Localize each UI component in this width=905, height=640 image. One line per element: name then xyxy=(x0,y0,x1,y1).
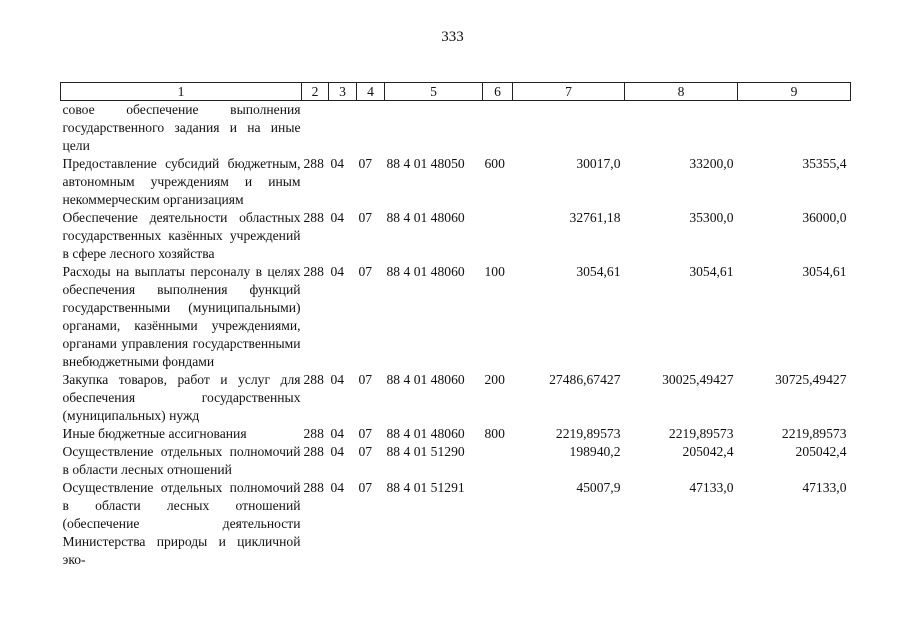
cell-amount-col7: 30017,0 xyxy=(576,156,621,171)
cell-ministry-code: 288 xyxy=(303,426,324,441)
cell-target-article: 88 4 01 48060 xyxy=(386,372,465,387)
row-description: Расходы на выплаты персоналу в целях обеспечения выполнения функций государственными (муниципальными) органами, казёнными учреждениями, органами управления государственными внебюджетными фондами xyxy=(62,264,301,369)
cell-amount-col8: 47133,0 xyxy=(689,480,734,495)
cell-section: 04 xyxy=(330,426,345,441)
cell-expense-type xyxy=(483,101,513,156)
table-row xyxy=(61,155,851,209)
cell-subsection: 07 xyxy=(358,444,373,459)
cell-amount-col8: 30025,49427 xyxy=(662,372,734,387)
cell-amount-col9: 30725,49427 xyxy=(775,372,847,387)
cell-amount-col8: 33200,0 xyxy=(689,156,734,171)
column-header: 9 xyxy=(738,83,851,101)
header-row xyxy=(61,83,851,101)
cell-subsection: 07 xyxy=(358,156,373,171)
cell-section: 04 xyxy=(330,444,345,459)
cell-amount-col9: 47133,0 xyxy=(802,480,847,495)
cell-amount-col8 xyxy=(625,101,738,156)
cell-target-article xyxy=(385,101,483,156)
row-description: Иные бюджетные ассигнования xyxy=(62,426,247,441)
cell-ministry-code xyxy=(302,101,329,156)
cell-amount-col9: 3054,61 xyxy=(802,264,847,279)
table-row xyxy=(61,479,851,569)
column-header: 5 xyxy=(385,83,483,101)
cell-amount-col8: 3054,61 xyxy=(689,264,734,279)
cell-subsection xyxy=(357,101,385,156)
cell-expense-type: 200 xyxy=(484,372,505,387)
column-header: 1 xyxy=(61,83,302,101)
cell-subsection: 07 xyxy=(358,426,373,441)
cell-amount-col8: 35300,0 xyxy=(689,210,734,225)
cell-ministry-code: 288 xyxy=(303,210,324,225)
cell-target-article: 88 4 01 48060 xyxy=(386,210,465,225)
cell-section: 04 xyxy=(330,264,345,279)
table-row xyxy=(61,263,851,371)
cell-ministry-code: 288 xyxy=(303,480,324,495)
cell-target-article: 88 4 01 51290 xyxy=(386,444,465,459)
cell-expense-type xyxy=(483,479,513,569)
row-description: Предоставление субсидий бюджетным, автономным учреждениям и иным некоммерческим организациям xyxy=(62,156,301,207)
cell-subsection: 07 xyxy=(358,480,373,495)
column-header: 4 xyxy=(357,83,385,101)
cell-target-article: 88 4 01 48060 xyxy=(386,426,465,441)
cell-amount-col8: 205042,4 xyxy=(682,444,734,459)
cell-amount-col7: 3054,61 xyxy=(576,264,621,279)
cell-amount-col9: 35355,4 xyxy=(802,156,847,171)
table-row xyxy=(61,443,851,479)
column-header: 8 xyxy=(625,83,738,101)
row-description: Осуществление отдельных полномочий в области лесных отношений (обеспечение деятельности Министерства природы и цикличной эко- xyxy=(62,480,301,567)
cell-expense-type xyxy=(483,209,513,263)
budget-table xyxy=(60,82,851,569)
cell-target-article: 88 4 01 48050 xyxy=(386,156,465,171)
cell-ministry-code: 288 xyxy=(303,156,324,171)
cell-section: 04 xyxy=(330,156,345,171)
cell-section: 04 xyxy=(330,480,345,495)
cell-amount-col7: 2219,89573 xyxy=(555,426,621,441)
cell-amount-col7 xyxy=(513,101,625,156)
cell-expense-type: 100 xyxy=(484,264,505,279)
row-description: Обеспечение деятельности областных государственных казённых учреждений в сфере лесного хозяйства xyxy=(62,210,301,261)
column-header: 2 xyxy=(302,83,329,101)
cell-subsection: 07 xyxy=(358,210,373,225)
cell-amount-col8: 2219,89573 xyxy=(668,426,734,441)
cell-ministry-code: 288 xyxy=(303,264,324,279)
table-row xyxy=(61,425,851,443)
table-body xyxy=(61,101,851,570)
table-row xyxy=(61,371,851,425)
cell-section: 04 xyxy=(330,372,345,387)
table-row xyxy=(61,101,851,156)
cell-section: 04 xyxy=(330,210,345,225)
table-row xyxy=(61,209,851,263)
table-header xyxy=(61,83,851,101)
cell-ministry-code: 288 xyxy=(303,444,324,459)
row-description: совое обеспечение выполнения государственного задания и на иные цели xyxy=(62,102,301,153)
cell-amount-col9: 2219,89573 xyxy=(781,426,847,441)
cell-target-article: 88 4 01 48060 xyxy=(386,264,465,279)
cell-amount-col7: 32761,18 xyxy=(569,210,621,225)
cell-amount-col7: 27486,67427 xyxy=(549,372,621,387)
cell-amount-col9: 205042,4 xyxy=(795,444,847,459)
cell-subsection: 07 xyxy=(358,264,373,279)
cell-target-article: 88 4 01 51291 xyxy=(386,480,465,495)
cell-section xyxy=(329,101,357,156)
cell-expense-type xyxy=(483,443,513,479)
cell-amount-col9: 36000,0 xyxy=(802,210,847,225)
cell-amount-col7: 198940,2 xyxy=(569,444,621,459)
column-header: 6 xyxy=(483,83,513,101)
page-number: 333 xyxy=(441,29,464,45)
cell-amount-col9 xyxy=(738,101,851,156)
cell-ministry-code: 288 xyxy=(303,372,324,387)
cell-subsection: 07 xyxy=(358,372,373,387)
column-header: 3 xyxy=(329,83,357,101)
row-description: Закупка товаров, работ и услуг для обеспечения государственных (муниципальных) нужд xyxy=(62,372,301,423)
cell-expense-type: 800 xyxy=(484,426,505,441)
row-description: Осуществление отдельных полномочий в области лесных отношений xyxy=(62,444,301,477)
cell-amount-col7: 45007,9 xyxy=(576,480,621,495)
cell-expense-type: 600 xyxy=(484,156,505,171)
column-header: 7 xyxy=(513,83,625,101)
